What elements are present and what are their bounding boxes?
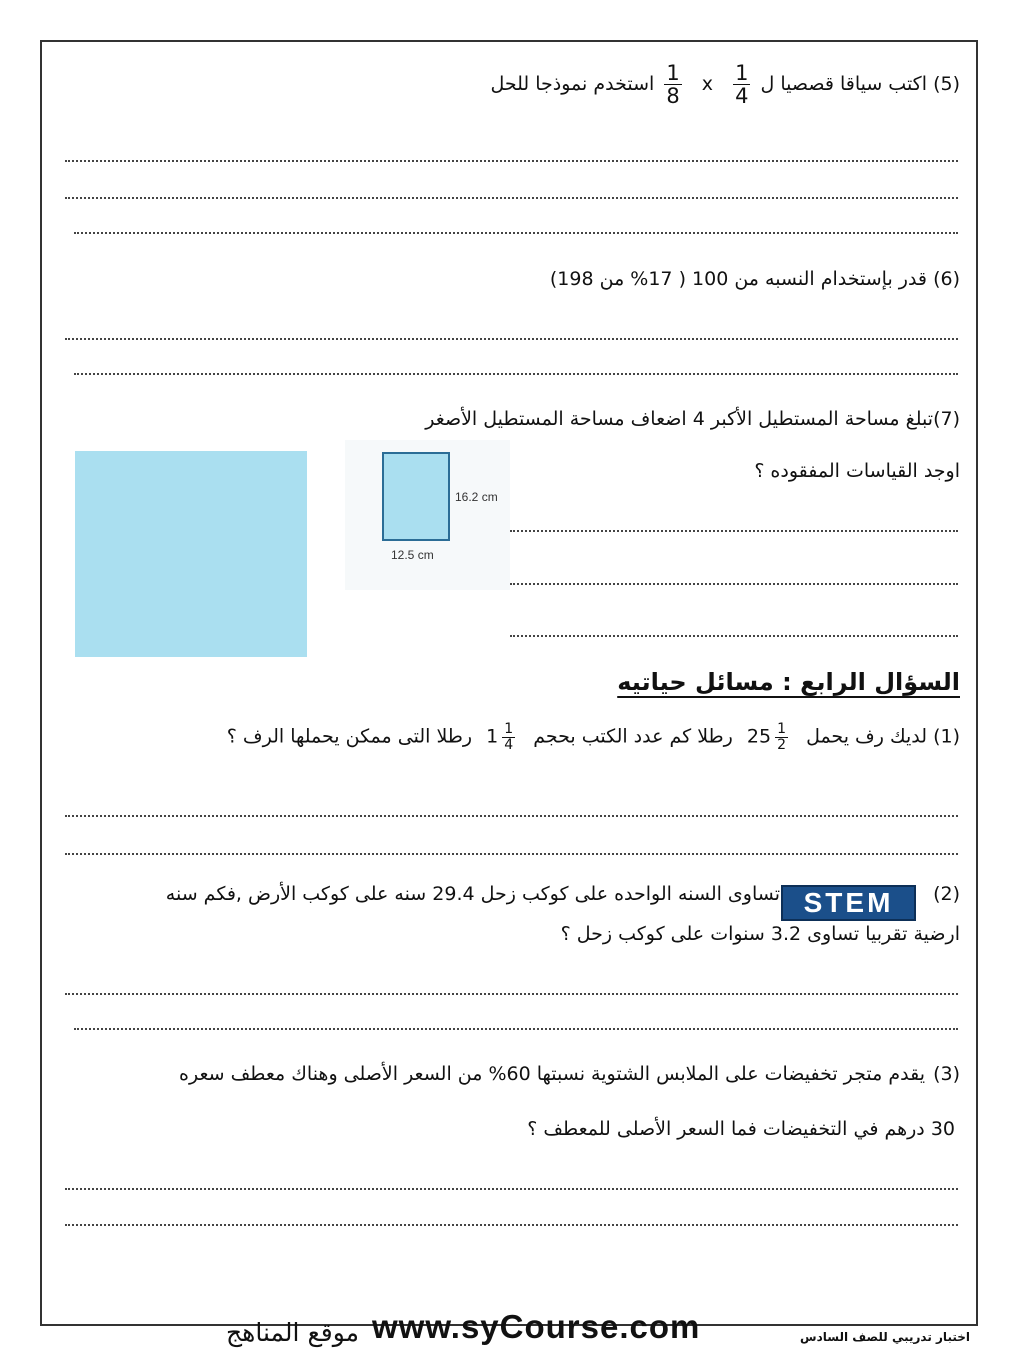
q6-text: قدر بإستخدام النسبه من 100 ( 17% من 198) <box>549 268 928 290</box>
answer-line[interactable] <box>65 853 958 855</box>
mixed-number-1-quarter: 1 $\frac{1}{4}$ <box>486 721 514 753</box>
p1-text-b: رطلا كم عدد الكتب بحجم <box>533 725 733 748</box>
answer-line[interactable] <box>510 635 958 637</box>
footer-site-name: موقع المناهج <box>226 1318 360 1347</box>
multiply-sign: x <box>701 73 714 96</box>
answer-line[interactable] <box>65 993 958 995</box>
question-5 <box>490 62 960 107</box>
width-label: 12.5 cm <box>391 548 434 562</box>
mixed-number-25-half: 25 $\frac{1}{2}$ <box>746 721 787 753</box>
answer-line[interactable] <box>65 197 958 199</box>
stem-badge-icon: STEM <box>781 885 916 921</box>
answer-line[interactable] <box>65 1188 958 1190</box>
problem-1 <box>227 722 960 752</box>
p1-text-a: لديك رف يحمل <box>806 725 928 748</box>
smaller-rectangle <box>382 452 450 541</box>
footer-note: اختبار تدريبي للصف السادس <box>800 1330 970 1344</box>
problem-3-line-1: يقدم متجر تخفيضات على الملابس الشتوية نسبتها 60% من السعر الأصلى وهناك معطف سعره <box>179 1063 925 1085</box>
answer-line[interactable] <box>74 232 958 234</box>
fraction-one-eighth: $\frac{1}{8}$ <box>666 61 680 109</box>
answer-line[interactable] <box>74 373 958 375</box>
height-label: 16.2 cm <box>455 490 498 504</box>
fraction-one-quarter: $\frac{1}{4}$ <box>735 61 749 109</box>
answer-line[interactable] <box>74 1028 958 1030</box>
q5-number: (5) <box>933 73 960 96</box>
problem-2-line-1: تساوى السنه الواحده على كوكب زحل 29.4 سنه على كوكب الأرض ,فكم سنه <box>165 883 780 905</box>
answer-line[interactable] <box>65 815 958 817</box>
q5-text-before: اكتب سياقا قصصيا ل <box>760 73 928 96</box>
question-7-line-2: اوجد القياسات المفقوده ؟ <box>754 460 960 482</box>
problem-2-number: (2) <box>933 883 960 905</box>
section-4-title: السؤال الرابع : مسائل حياتيه <box>617 668 960 696</box>
q5-text-after: استخدم نموذجا للحل <box>490 73 655 96</box>
question-6 <box>550 268 960 290</box>
q6-number: (6) <box>933 268 960 290</box>
answer-line[interactable] <box>510 583 958 585</box>
footer-url-link[interactable]: www.syCourse.com <box>372 1308 701 1345</box>
p1-text-c: رطلا التى ممكن يحملها الرف ؟ <box>226 725 473 748</box>
answer-line[interactable] <box>65 338 958 340</box>
answer-line[interactable] <box>510 530 958 532</box>
answer-line[interactable] <box>65 1224 958 1226</box>
problem-2-line-2: ارضية تقربيا تساوى 3.2 سنوات على كوكب زحل ؟ <box>560 923 960 945</box>
larger-rectangle <box>75 451 307 657</box>
question-7-line-1: (7)تبلغ مساحة المستطيل الأكبر 4 اضعاف مساحة المستطيل الأصغر <box>425 408 960 430</box>
p1-number: (1) <box>933 725 960 748</box>
problem-3-number: (3) <box>933 1063 960 1085</box>
problem-3-line-2: 30 درهم في التخفيضات فما السعر الأصلى للمعطف ؟ <box>527 1118 955 1140</box>
answer-line[interactable] <box>65 160 958 162</box>
